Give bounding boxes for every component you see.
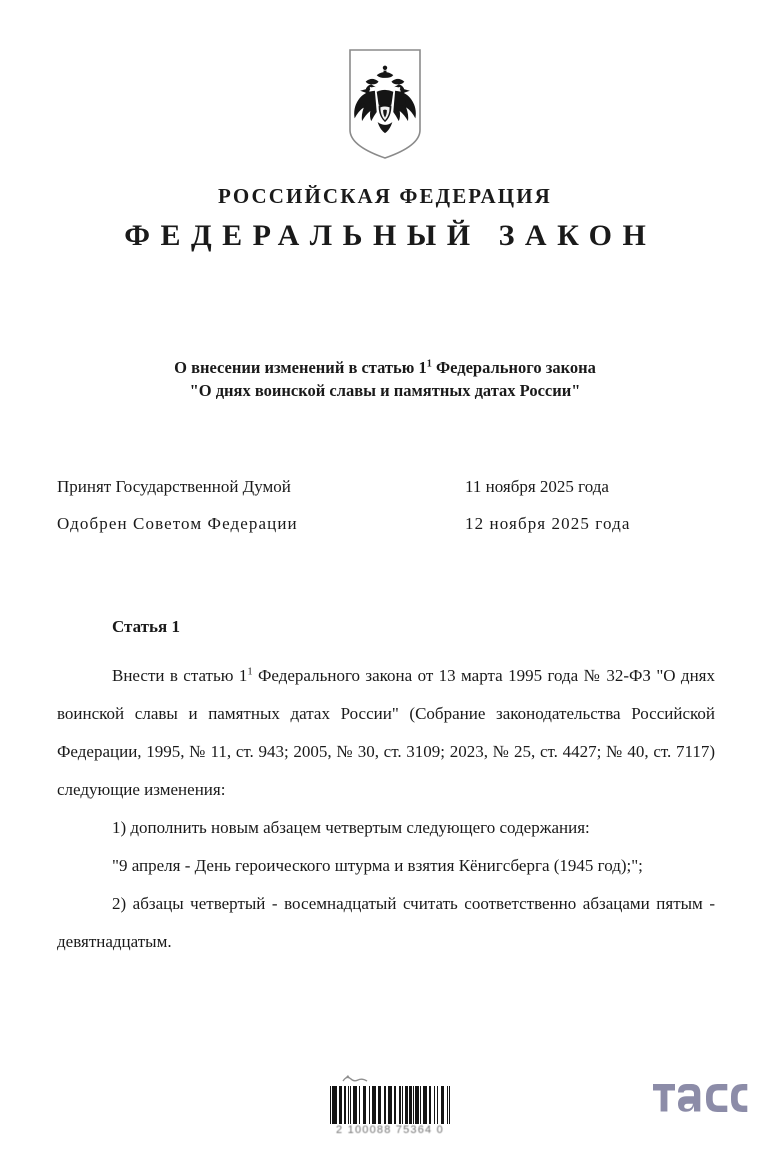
barcode-bars bbox=[330, 1086, 450, 1124]
tass-logo bbox=[652, 1072, 748, 1118]
intro-superscript: 1 bbox=[247, 666, 253, 678]
intro-suffix: Федерального закона от 13 марта 1995 года № 32-ФЗ "О днях воинской славы и памятных датах России" (Собрание законодательства Российской Федерации, 1995, № 11, ст. 943; 2005, № 30, ст. 3109; 2023, № 25, ст. 4427; № 40, ст. 7117) следующие изменения: bbox=[57, 666, 715, 799]
duma-label: Принят Государственной Думой bbox=[57, 477, 291, 496]
amendment-item-1: 1) дополнить новым абзацем четвертым следующего содержания: bbox=[112, 818, 590, 837]
title-line-two: "О днях воинской славы и памятных датах России" bbox=[189, 381, 581, 400]
title-line-one bbox=[174, 358, 596, 377]
council-label: Одобрен Советом Федерации bbox=[57, 514, 298, 533]
barcode-digits: 2 100088 75364 0 bbox=[336, 1124, 444, 1136]
article-intro-paragraph bbox=[57, 657, 715, 809]
ean-barcode bbox=[330, 1082, 450, 1144]
title-suffix: Федерального закона bbox=[431, 358, 596, 377]
country-heading: РОССИЙСКАЯ ФЕДЕРАЦИЯ bbox=[218, 184, 552, 208]
article-heading: Статья 1 bbox=[112, 617, 180, 636]
duma-date: 11 ноября 2025 года bbox=[465, 477, 609, 496]
council-date: 12 ноября 2025 года bbox=[465, 514, 631, 533]
title-prefix: О внесении изменений в статью 1 bbox=[174, 358, 427, 377]
law-heading: ФЕДЕРАЛЬНЫЙ ЗАКОН bbox=[124, 219, 657, 252]
barcode-mark-icon bbox=[342, 1074, 368, 1083]
amendment-quote: "9 апреля - День героического штурма и взятия Кёнигсберга (1945 год);"; bbox=[112, 856, 643, 875]
article-body bbox=[57, 657, 715, 961]
intro-prefix: Внести в статью 1 bbox=[112, 666, 248, 685]
amendment-item-2: 2) абзацы четвертый - восемнадцатый считать соответственно абзацами пятым - девятнадцатым. bbox=[57, 894, 715, 951]
title-superscript: 1 bbox=[426, 358, 432, 370]
emblem-container bbox=[0, 48, 770, 160]
document-title bbox=[95, 356, 675, 402]
russian-coat-of-arms-icon bbox=[348, 48, 422, 160]
